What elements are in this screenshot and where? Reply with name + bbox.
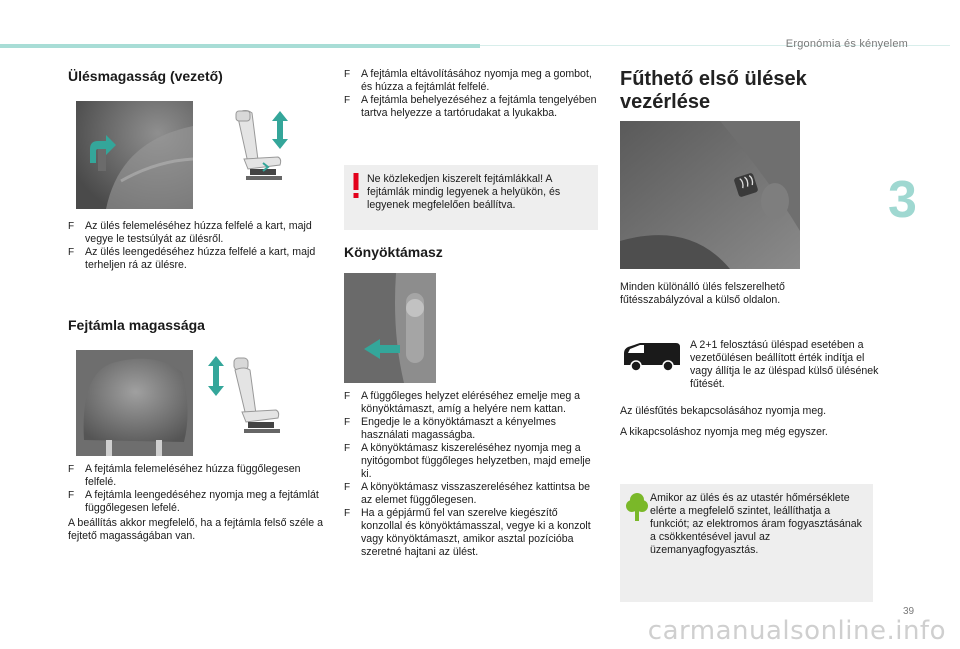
- eco-tip-text: Amikor az ülés és az utastér hőmérséklete elérte a megfelelő szintet, leállíthatja a funkciót; az elektromos áram fogyasztásának a csökkentésével javul az üzemanyagfogyasztás.: [650, 492, 862, 556]
- watermark: carmanualsonline.info: [647, 616, 946, 646]
- heated-seat-off: A kikapcsoláshoz nyomja meg még egyszer.: [620, 426, 828, 438]
- van-note: A 2+1 felosztású üléspad esetében a vezetőülésen beállított érték indítja el vagy állítja le az üléspad külső ülésének fűtését.: [690, 339, 879, 390]
- chapter-number: 3: [888, 171, 917, 229]
- van-icon: [622, 341, 682, 373]
- eco-tree-icon: [626, 492, 648, 522]
- bullet-mark: F: [68, 490, 75, 501]
- heated-seat-availability: Minden különálló ülés felszerelhető fűtésszabályzóval a külső oldalon.: [620, 281, 785, 306]
- list-item: F A fejtámla eltávolításához nyomja meg a gombot, és húzza a fejtámlát felfelé.: [344, 68, 592, 93]
- list-item: F A fejtámla behelyezéséhez a fejtámla tengelyében tartva helyezze a tartórudakat a lyukakba.: [344, 94, 597, 119]
- headrest-note: A beállítás akkor megfelelő, ha a fejtámla felső széle a fejtető magasságában van.: [68, 517, 323, 542]
- heated-seat-switch-photo: [620, 121, 800, 269]
- list-item: F Az ülés leengedéséhez húzza felfelé a kart, majd terheljen rá az ülésre.: [68, 246, 316, 271]
- bullet-mark: F: [344, 443, 351, 454]
- warning-text: Ne közlekedjen kiszerelt fejtámlákkal! A fejtámlák mindig legyenek a helyükön, és legyenek megfelelően beállítva.: [367, 173, 561, 211]
- list-item: F Az ülés felemeléséhez húzza felfelé a kart, majd vegye le testsúlyát az ülésről.: [68, 220, 312, 245]
- list-item: F Ha a gépjármű fel van szerelve kiegészítő konzollal és könyöktámasszal, vegye ki a konzolt vagy könyöktámaszt, amikor asztal pozícióba szeretné hajtani az ülést.: [344, 507, 591, 558]
- bullet-mark: F: [344, 391, 351, 402]
- chapter-title: Ergonómia és kényelem: [785, 38, 908, 50]
- headrest-photo: [76, 350, 193, 456]
- list-item: F Engedje le a könyöktámaszt a kényelmes használati magasságba.: [344, 416, 556, 441]
- headrest-instructions: [68, 463, 330, 515]
- bullet-mark: F: [344, 482, 351, 493]
- bullet-mark: F: [344, 508, 351, 519]
- page-number: 39: [903, 606, 915, 617]
- list-item: F A fejtámla felemeléséhez húzza függőlegesen felfelé.: [68, 463, 301, 488]
- bullet-mark: F: [344, 417, 351, 428]
- heated-seats-title: Fűthető első ülések vezérlése: [620, 68, 807, 113]
- armrest-photo: [344, 273, 436, 383]
- list-item: F A fejtámla leengedéséhez nyomja meg a fejtámlát függőlegesen lefelé.: [68, 489, 319, 514]
- seat-height-instructions: [68, 220, 330, 272]
- warning-exclamation-icon: [351, 173, 361, 199]
- heated-seat-on: Az ülésfűtés bekapcsolásához nyomja meg.: [620, 405, 827, 417]
- list-item: F A könyöktámasz visszaszereléséhez kattintsa be az elemet függőlegesen.: [344, 481, 591, 506]
- seat-height-lever-photo: [76, 101, 193, 209]
- bullet-mark: F: [344, 69, 351, 80]
- list-item: F A függőleges helyzet eléréséhez emelje meg a könyöktámaszt, amíg a helyére nem kattan.: [344, 390, 581, 415]
- eco-tip-box: [620, 484, 873, 602]
- bullet-mark: F: [68, 464, 75, 475]
- bullet-mark: F: [68, 247, 75, 258]
- list-item: F A könyöktámasz kiszereléséhez nyomja meg a nyitógombot függőleges helyzetben, majd emelje ki.: [344, 442, 591, 480]
- headrest-removal-instructions: [344, 68, 600, 120]
- header-accent-bar: [0, 44, 480, 48]
- headrest-diagram: [204, 352, 294, 444]
- bullet-mark: F: [68, 221, 75, 232]
- seat-height-diagram: [222, 105, 312, 195]
- armrest-instructions: [344, 390, 600, 559]
- section-title-armrest: Könyöktámasz: [344, 244, 443, 260]
- warning-box: [344, 165, 598, 230]
- section-title-headrest-height: Fejtámla magassága: [68, 317, 205, 333]
- section-title-seat-height: Ülésmagasság (vezető): [68, 68, 223, 84]
- bullet-mark: F: [344, 95, 351, 106]
